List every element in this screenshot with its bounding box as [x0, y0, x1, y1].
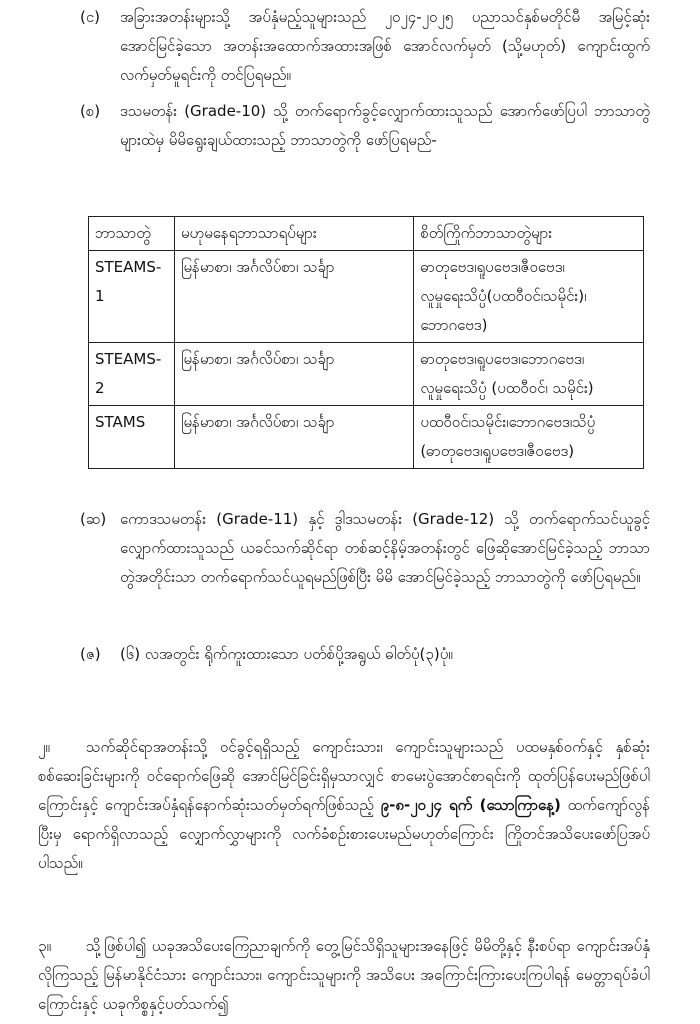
compulsory-cell: မြန်မာစာ၊ အင်္ဂလိပ်စာ၊ သင်္ချာ: [174, 406, 413, 469]
item-z-marker: (ဆ): [80, 510, 107, 528]
item-c: [80, 3, 650, 90]
section-3-text: သို့ဖြစ်ပါ၍ ယခုအသိပေးကြေညာချက်ကို တွေ့မြင်သိရှိသူများအနေဖြင့် မိမိတို့နှင့် နီးစပ်ရာ ကျောင်းအပ်နှံလိုကြသည့် မြန်မာနိုင်ငံသား ကျောင်းသား၊ ကျောင်းသူများကို အသိပေး အကြောင်းကြားပေးကြပါရန် မေတ္တာရပ်ခံပါကြောင်းနှင့် ယခုကိစ္စနှင့်ပတ်သက်၍: [38, 937, 650, 1013]
deadline-date: ၉-၈-၂၀၂၄ ရက် (သောကြာနေ့): [380, 796, 561, 814]
section-2-marker: ၂။: [38, 738, 50, 756]
table-header-row: [89, 217, 644, 251]
table-row: [89, 251, 644, 343]
item-z-text: ကောဒသမတန်း (Grade-11) နှင့် ဒွါဒသမတန်း (Grade-12) သို့ တက်ရောက်သင်ယူခွင့်လျှောက်ထားသူသည် ယခင်သက်ဆိုင်ရာ တစ်ဆင့်နိမ့်အတန်းတွင် ဖြေဆိုအောင်မြင်ခဲ့သည့် ဘာသာတွဲအတိုင်းသာ တက်ရောက်သင်ယူရမည်ဖြစ်ပြီး မိမိ အောင်မြင်ခဲ့သည့် ဘာသာတွဲကို ဖော်ပြရမည်။: [120, 510, 650, 586]
section-2-text: [38, 733, 650, 878]
combo-cell: STEAMS-1: [89, 251, 175, 343]
item-c-text: အခြားအတန်းများသို့ အပ်နှံမည့်သူများသည် ၂၀၂၄-၂၀၂၅ ပညာသင်နှစ်မတိုင်မီ အမြင့်ဆုံးအောင်မြင်ခဲ့သော အတန်းအထောက်အထားအဖြစ် အောင်လက်မှတ် (သို့မဟုတ်) ကျောင်းထွက်လက်မှတ်မူရင်းကို တင်ပြရမည်။: [120, 8, 650, 84]
compulsory-cell: မြန်မာစာ၊ အင်္ဂလိပ်စာ၊ သင်္ချာ: [174, 343, 413, 406]
table-header: မဟုမနေရဘာသာရပ်များ: [174, 217, 413, 251]
item-s: [80, 97, 650, 155]
table-header: စိတ်ကြိုက်ဘာသာတွဲများ: [414, 217, 644, 251]
item-z: [80, 505, 650, 592]
combo-cell: STAMS: [89, 406, 175, 469]
table-row: [89, 406, 644, 469]
table-row: [89, 343, 644, 406]
item-zz-text: (၆) လအတွင်း ရိုက်ကူးထားသော ပတ်စ်ပို့အရွယ် ဓါတ်ပုံ(၃)ပုံ။: [120, 645, 453, 663]
elective-cell: ဓာတုဗေဒ၊ရူပဗေဒ၊ဇီဝဗေဒ၊ လူမှုရေးသိပ္ပံ(ပထဝီဝင်၊သမိုင်း)၊ ဘောဂဗေဒ): [414, 251, 644, 343]
section-2-text-before: သက်ဆိုင်ရာအတန်းသို့ ဝင်ခွင့်ရရှိသည့် ကျောင်းသား၊ ကျောင်းသူများသည် ပထမနှစ်ဝက်နှင့် နှစ်ဆုံးစစ်ဆေးခြင်းများကို ဝင်ရောက်ဖြေဆို အောင်မြင်ခြင်းရှိမှသာလျှင် စာမေးပွဲအောင်စာရင်းကို ထုတ်ပြန်ပေးမည်ဖြစ်ပါကြောင်းနှင့် ကျောင်းအပ်နှံရန်နောက်ဆုံးသတ်မှတ်ရက်ဖြစ်သည့်: [38, 738, 650, 814]
item-s-marker: (စ): [80, 102, 101, 120]
item-c-marker: (င): [80, 8, 101, 26]
compulsory-cell: မြန်မာစာ၊ အင်္ဂလိပ်စာ၊ သင်္ချာ: [174, 251, 413, 343]
item-s-text: ဒသမတန်း (Grade-10) သို့ တက်ရောက်ခွင့်လျှောက်ထားသူသည် အောက်ဖော်ပြပါ ဘာသာတွဲများထဲမှ မိမိရွေးချယ်ထားသည့် ဘာသာတွဲကို ဖော်ပြရမည်-: [120, 102, 650, 149]
combo-cell: STEAMS-2: [89, 343, 175, 406]
section-2-text-after: ထက်ကျော်လွန်ပြီးမှ ရောက်ရှိလာသည့် လျှောက်လွှာများကို လက်ခံစဉ်းစားပေးမည်မဟုတ်ကြောင်း ကြိုတင်အသိပေးဖော်ပြအပ်ပါသည်။: [38, 796, 650, 872]
table-header: ဘာသာတွဲ: [89, 217, 175, 251]
elective-cell: ဓာတုဗေဒ၊ရူပဗေဒ၊ဘောဂဗေဒ၊ လူမှုရေးသိပ္ပံ (ပထဝီဝင်၊ သမိုင်း): [414, 343, 644, 406]
section-2: [38, 733, 650, 878]
item-zz-marker: (ဇ): [80, 645, 101, 663]
subject-combination-table: [88, 216, 644, 469]
section-3-marker: ၃။: [38, 937, 51, 955]
item-zz: [80, 640, 650, 669]
elective-cell: ပထဝီဝင်၊သမိုင်း၊ဘောဂဗေဒ၊သိပ္ပံ (ဓာတုဗေဒ၊ရူပဗေဒ၊ဇီဝဗေဒ): [414, 406, 644, 469]
section-3: [38, 932, 650, 1019]
